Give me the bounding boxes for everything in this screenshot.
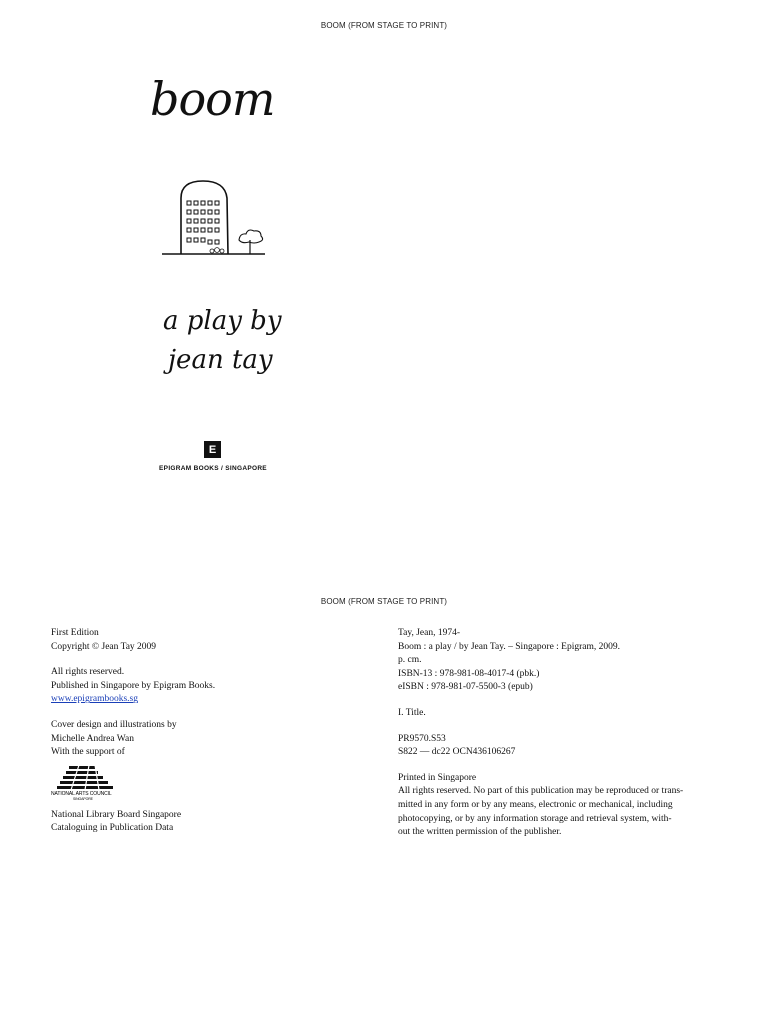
national-arts-council-logo bbox=[51, 763, 131, 803]
imprint-left-column bbox=[51, 627, 351, 836]
nac-country-text: SINGAPORE bbox=[73, 796, 93, 801]
notice-line-3: photocopying, or by any information storage and retrieval system, with- bbox=[398, 813, 672, 824]
catalogue-right-column bbox=[398, 627, 728, 840]
building-illustration bbox=[160, 178, 270, 258]
title-line-text: Boom : a play / by Jean Tay. – Singapore : Epigram, 2009. bbox=[398, 641, 621, 652]
subject-text: I. Title. bbox=[398, 707, 426, 718]
copyright-text: Copyright © Jean Tay 2009 bbox=[51, 641, 157, 652]
support-text: With the support of bbox=[51, 747, 125, 758]
nlb-line-2: Cataloguing in Publication Data bbox=[51, 823, 174, 834]
title-script: boom bbox=[150, 72, 275, 126]
notice-line-2: mitted in any form or by any means, electronic or mechanical, including bbox=[398, 799, 673, 810]
classification-2: S822 — dc22 OCN436106267 bbox=[398, 747, 516, 758]
eisbn-text: eISBN : 978-981-07-5500-3 (epub) bbox=[398, 682, 533, 693]
byline-line-1: a play by bbox=[163, 306, 282, 336]
page-header: BOOM (FROM STAGE TO PRINT) bbox=[320, 597, 448, 606]
published-text: Published in Singapore by Epigram Books. bbox=[51, 680, 216, 691]
nlb-line-1: National Library Board Singapore bbox=[51, 809, 182, 820]
page-header: BOOM (FROM STAGE TO PRINT) bbox=[320, 21, 448, 30]
nac-name-text: NATIONAL ARTS COUNCIL bbox=[51, 790, 112, 797]
classification-1: PR9570.S53 bbox=[398, 733, 446, 744]
rights-text: All rights reserved. bbox=[51, 667, 125, 678]
designer-name: Michelle Andrea Wan bbox=[51, 733, 134, 744]
publisher-website-link[interactable]: www.epigrambooks.sg bbox=[51, 694, 138, 705]
notice-line-1: All rights reserved. No part of this publication may be reproduced or trans- bbox=[398, 786, 684, 797]
publisher-logo: E bbox=[204, 441, 221, 458]
printed-text: Printed in Singapore bbox=[398, 772, 477, 783]
cover-design-text: Cover design and illustrations by bbox=[51, 719, 177, 730]
edition-text: First Edition bbox=[51, 628, 99, 638]
isbn13-text: ISBN-13 : 978-981-08-4017-4 (pbk.) bbox=[398, 668, 540, 679]
publisher-name: EPIGRAM BOOKS / SINGAPORE bbox=[159, 465, 267, 472]
pcm-text: p. cm. bbox=[398, 655, 422, 666]
notice-line-4: out the written permission of the publisher. bbox=[398, 827, 562, 838]
byline-line-2: jean tay bbox=[168, 345, 273, 375]
author-text: Tay, Jean, 1974- bbox=[398, 628, 461, 638]
